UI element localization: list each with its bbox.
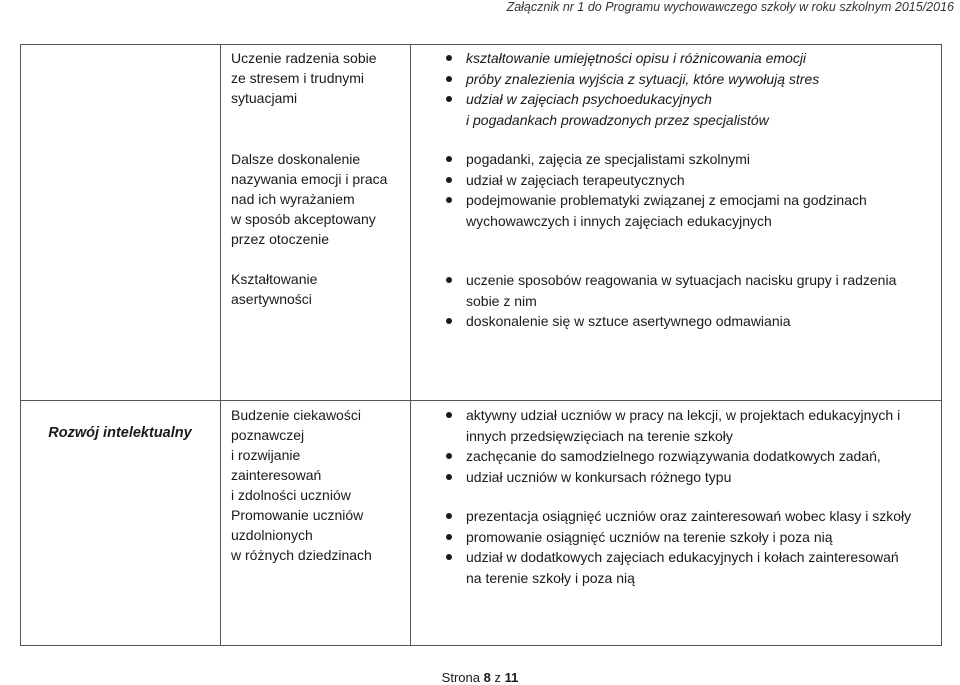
list-item: prezentacja osiągnięć uczniów oraz zainteresowań wobec klasy i szkoły <box>436 506 911 527</box>
page-of-label: z <box>490 670 505 685</box>
list-item: udział w zajęciach psychoedukacyjnych i pogadankach prowadzonych przez specjalistów <box>436 89 819 130</box>
table-border-bottom <box>20 645 942 646</box>
area-cell-empty <box>20 44 220 401</box>
topic-assertiveness: Kształtowanie asertywności <box>231 271 318 307</box>
activities-stress-list <box>436 48 819 130</box>
column-divider-2 <box>410 44 411 401</box>
topic-naming-emotions: Dalsze doskonalenie nazywania emocji i praca nad ich wyrażaniem w sposób akceptowany przez otoczenie <box>231 151 388 247</box>
table-section-intellectual <box>20 401 942 646</box>
table-border-right <box>941 401 942 646</box>
topic-gifted: Promowanie uczniów <box>231 507 364 523</box>
list-item: doskonalenie się w sztuce asertywnego odmawiania <box>436 311 896 332</box>
document-header: Załącznik nr 1 do Programu wychowawczego szkoły w roku szkolnym 2015/2016 <box>506 0 954 14</box>
table-border-right <box>941 44 942 401</box>
list-item: udział w dodatkowych zajęciach edukacyjnych i kołach zainteresowań na terenie szkoły i poza nią <box>436 547 911 588</box>
column-divider-1 <box>220 44 221 401</box>
list-item: udział uczniów w konkursach różnego typu <box>436 467 900 488</box>
list-item: zachęcanie do samodzielnego rozwiązywania dodatkowych zadań, <box>436 446 900 467</box>
list-item: promowanie osiągnięć uczniów na terenie szkoły i poza nią <box>436 527 911 548</box>
list-item: podejmowanie problematyki związanej z emocjami na godzinach wychowawczych i innych zajęciach edukacyjnych <box>436 190 867 231</box>
list-item: pogadanki, zajęcia ze specjalistami szkolnymi <box>436 149 867 170</box>
page-total: 11 <box>504 670 519 685</box>
list-item: próby znalezienia wyjścia z sytuacji, które wywołują stres <box>436 69 819 90</box>
page-label: Strona <box>441 670 484 685</box>
table-section-emotional <box>20 44 942 401</box>
page-number: 8 <box>483 670 491 685</box>
topic-curiosity: Budzenie ciekawości poznawczej i rozwijanie zainteresowań i zdolności uczniów Promowanie uczniów uzdolnionych w różnych dziedzinach <box>231 407 372 563</box>
activities-gifted-list <box>436 506 911 588</box>
list-item: udział w zajęciach terapeutycznych <box>436 170 867 191</box>
page-footer <box>0 670 960 685</box>
list-item: uczenie sposobów reagowania w sytuacjach nacisku grupy i radzenia sobie z nim <box>436 270 896 311</box>
list-item: aktywny udział uczniów w pracy na lekcji, w projektach edukacyjnych i innych przedsięwzięciach na terenie szkoły <box>436 405 900 446</box>
activities-emotions-list <box>436 149 867 231</box>
topic-stress: Uczenie radzenia sobie ze stresem i trudnymi sytuacjami <box>231 50 377 106</box>
area-label-intellectual: Rozwój intelektualny <box>48 425 192 441</box>
list-item: kształtowanie umiejętności opisu i różnicowania emocji <box>436 48 819 69</box>
activities-assertiveness-list <box>436 270 896 332</box>
column-divider-2 <box>410 401 411 646</box>
activities-curiosity-list <box>436 405 900 487</box>
column-divider-1 <box>220 401 221 646</box>
area-cell <box>20 423 220 443</box>
